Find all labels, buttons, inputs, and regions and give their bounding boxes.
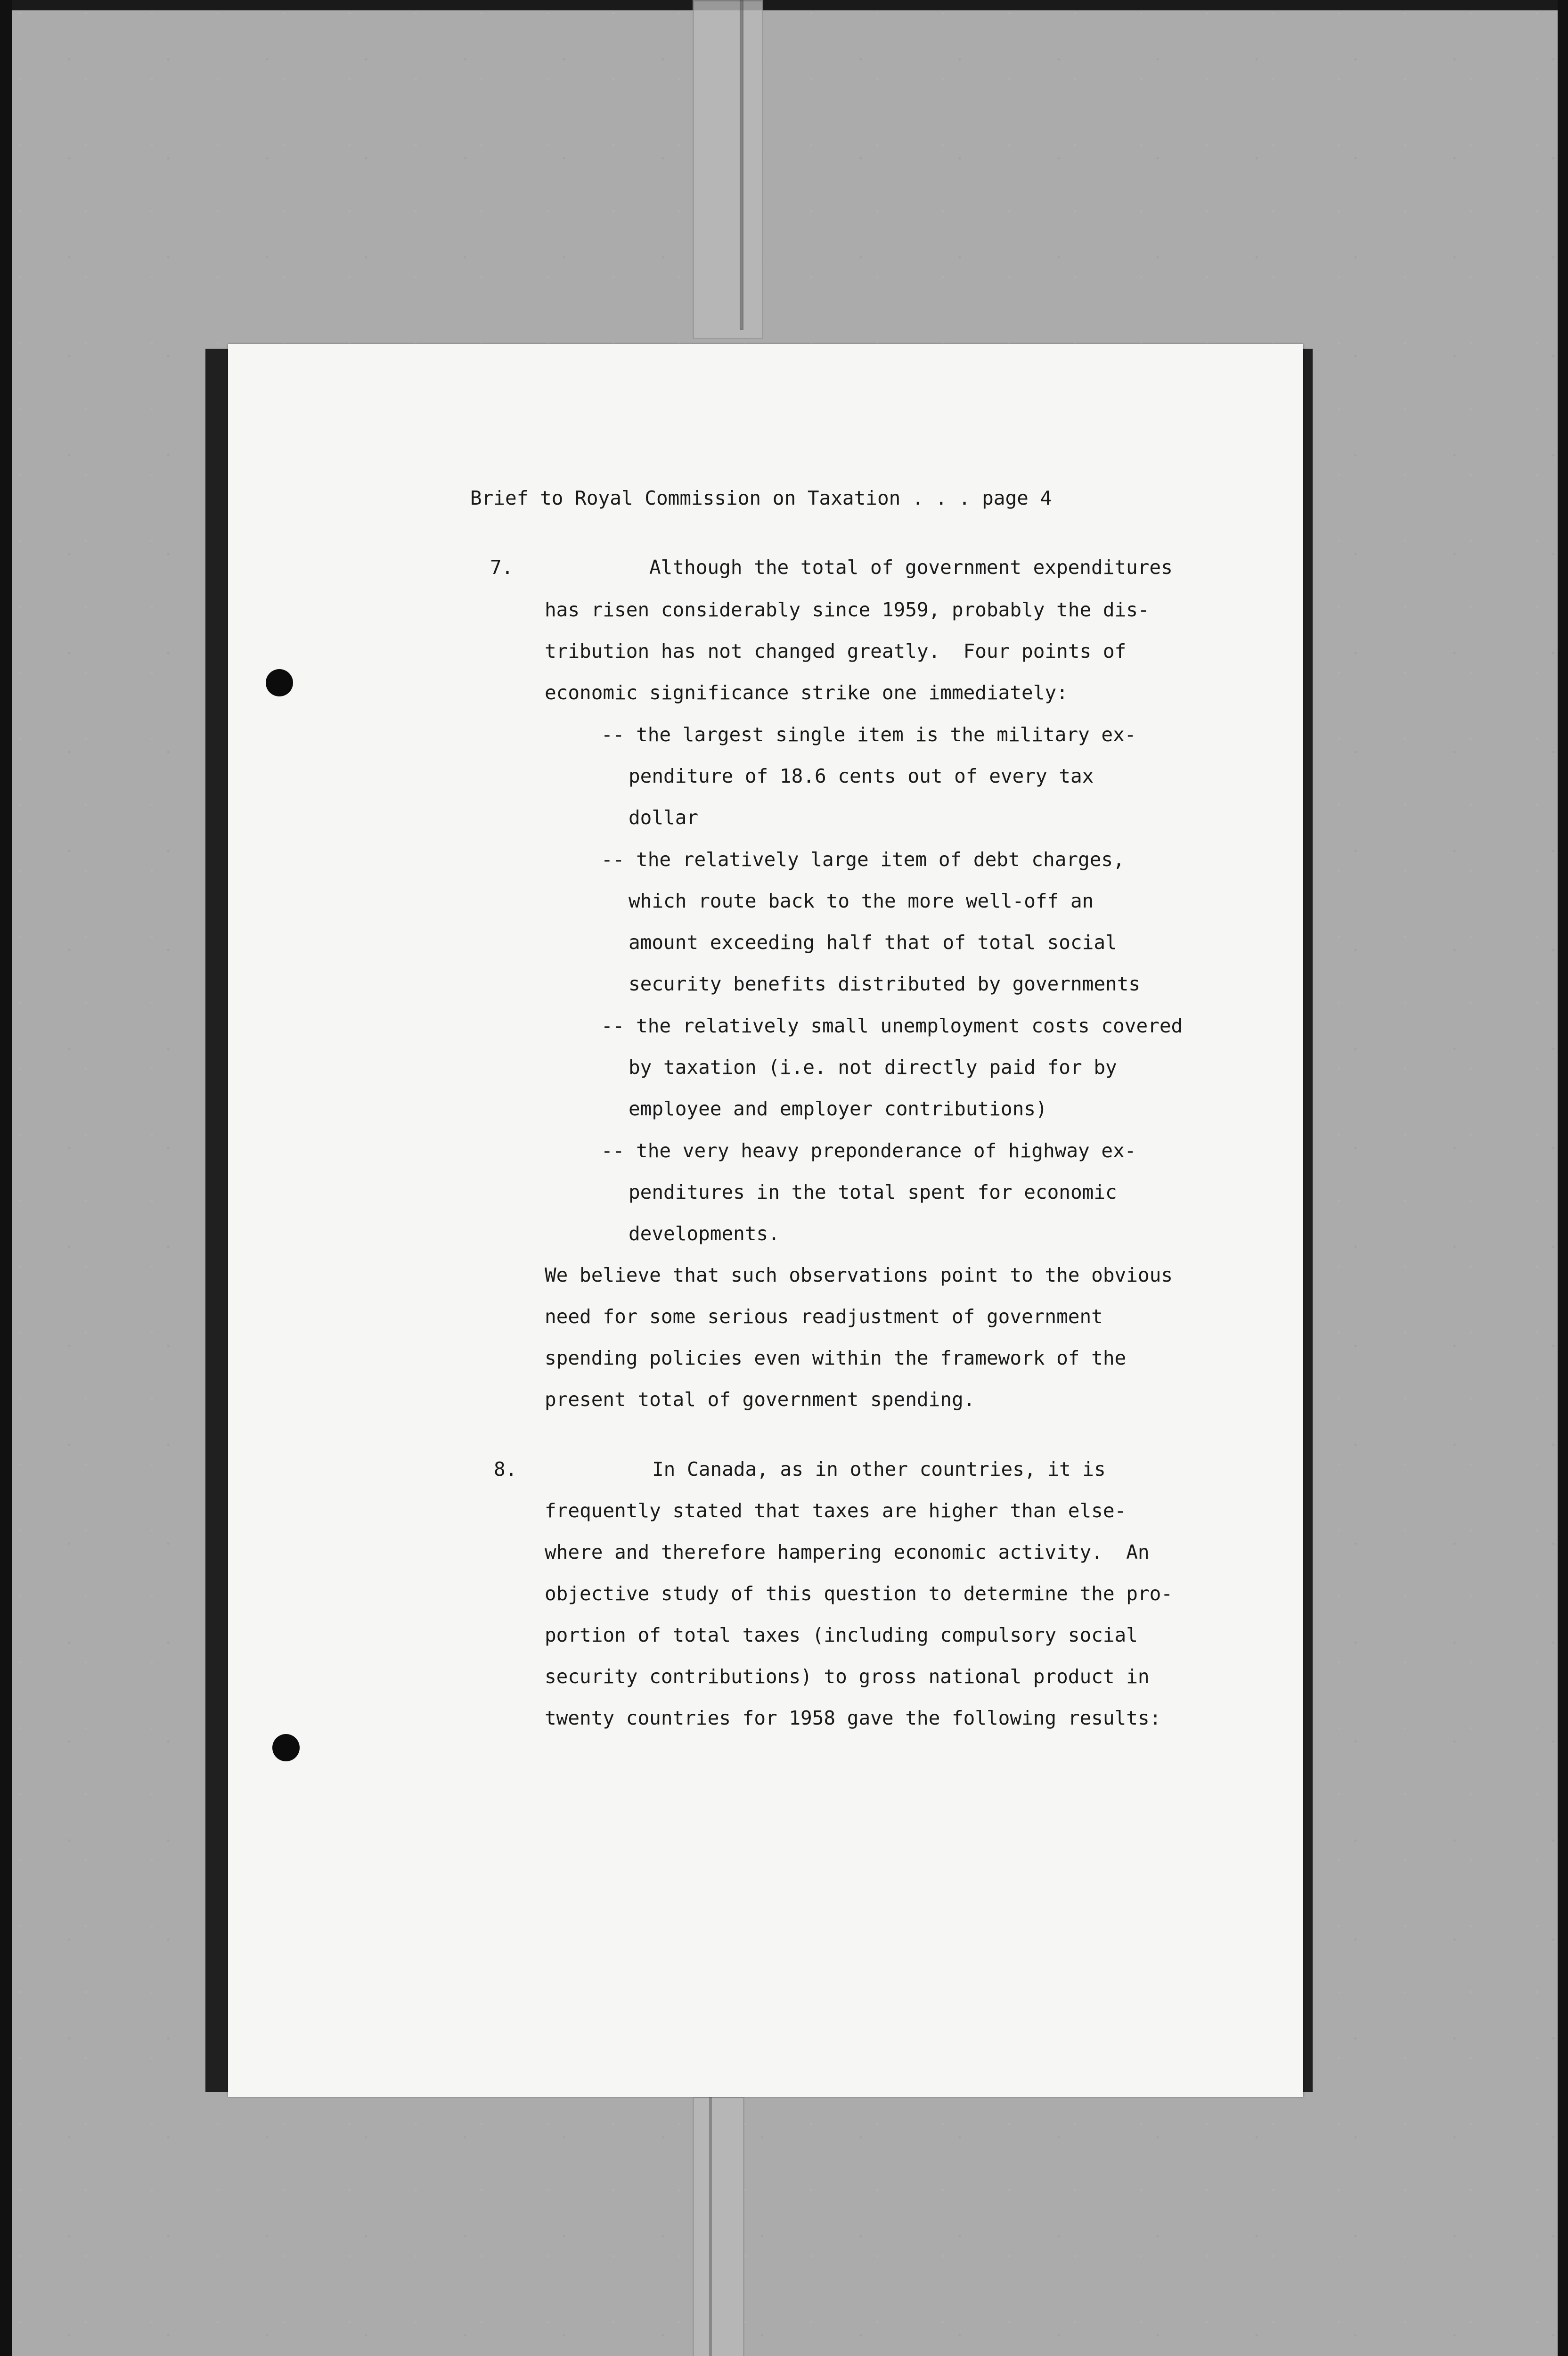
conclusion-line: We believe that such observations point to the obvious — [545, 1264, 1173, 1286]
section-7-line: has risen considerably since 1959, probably the dis- — [545, 598, 1150, 621]
punch-hole-lower — [272, 1734, 300, 1761]
section-7-line: Although the total of government expenditures — [649, 556, 1173, 579]
section-7-line: tribution has not changed greatly. Four points of — [545, 640, 1127, 663]
tape-seam-bottom — [709, 2097, 712, 2356]
bullet-line: security benefits distributed by governments — [629, 973, 1141, 995]
bullet-line: -- the relatively small unemployment costs covered — [601, 1014, 1183, 1037]
section-8-number: 8. — [494, 1458, 517, 1481]
film-left-edge — [0, 0, 12, 2356]
bullet-line: which route back to the more well-off an — [629, 890, 1094, 912]
section-8-line: where and therefore hampering economic activity. An — [545, 1541, 1150, 1563]
page-header: Brief to Royal Commission on Taxation . . . page 4 — [470, 487, 1052, 509]
bullet-line: employee and employer contributions) — [629, 1097, 1047, 1120]
section-8-line: objective study of this question to determine the pro- — [545, 1582, 1173, 1605]
film-right-edge — [1558, 0, 1568, 2356]
section-8-line: frequently stated that taxes are higher than else- — [545, 1499, 1127, 1522]
conclusion-line: present total of government spending. — [545, 1388, 975, 1411]
section-8-line: security contributions) to gross national product in — [545, 1665, 1150, 1688]
bullet-line: penditure of 18.6 cents out of every tax — [629, 765, 1094, 787]
bullet-line: by taxation (i.e. not directly paid for by — [629, 1056, 1117, 1079]
section-8-line: twenty countries for 1958 gave the following results: — [545, 1707, 1161, 1729]
tape-seam-top — [740, 0, 743, 330]
bullet-line: dollar — [629, 806, 699, 829]
bullet-line: amount exceeding half that of total social — [629, 931, 1117, 954]
mounting-tape-top — [693, 0, 763, 339]
section-7-number: 7. — [490, 556, 514, 579]
bullet-line: -- the very heavy preponderance of highway ex- — [601, 1139, 1136, 1162]
conclusion-line: need for some serious readjustment of government — [545, 1305, 1103, 1328]
film-top-edge — [0, 0, 1568, 10]
bullet-line: penditures in the total spent for economic — [629, 1181, 1117, 1203]
conclusion-line: spending policies even within the framework of the — [545, 1347, 1127, 1369]
section-8-line: portion of total taxes (including compulsory social — [545, 1624, 1138, 1646]
bullet-line: -- the relatively large item of debt charges, — [601, 848, 1125, 871]
section-8-line: In Canada, as in other countries, it is — [652, 1458, 1106, 1481]
bullet-line: developments. — [629, 1222, 780, 1245]
document-page — [228, 344, 1303, 2097]
section-7-line: economic significance strike one immediately: — [545, 681, 1068, 704]
bullet-line: -- the largest single item is the military ex- — [601, 723, 1136, 746]
mounting-tape-bottom — [693, 2097, 744, 2356]
typed-text — [228, 344, 1183, 2003]
